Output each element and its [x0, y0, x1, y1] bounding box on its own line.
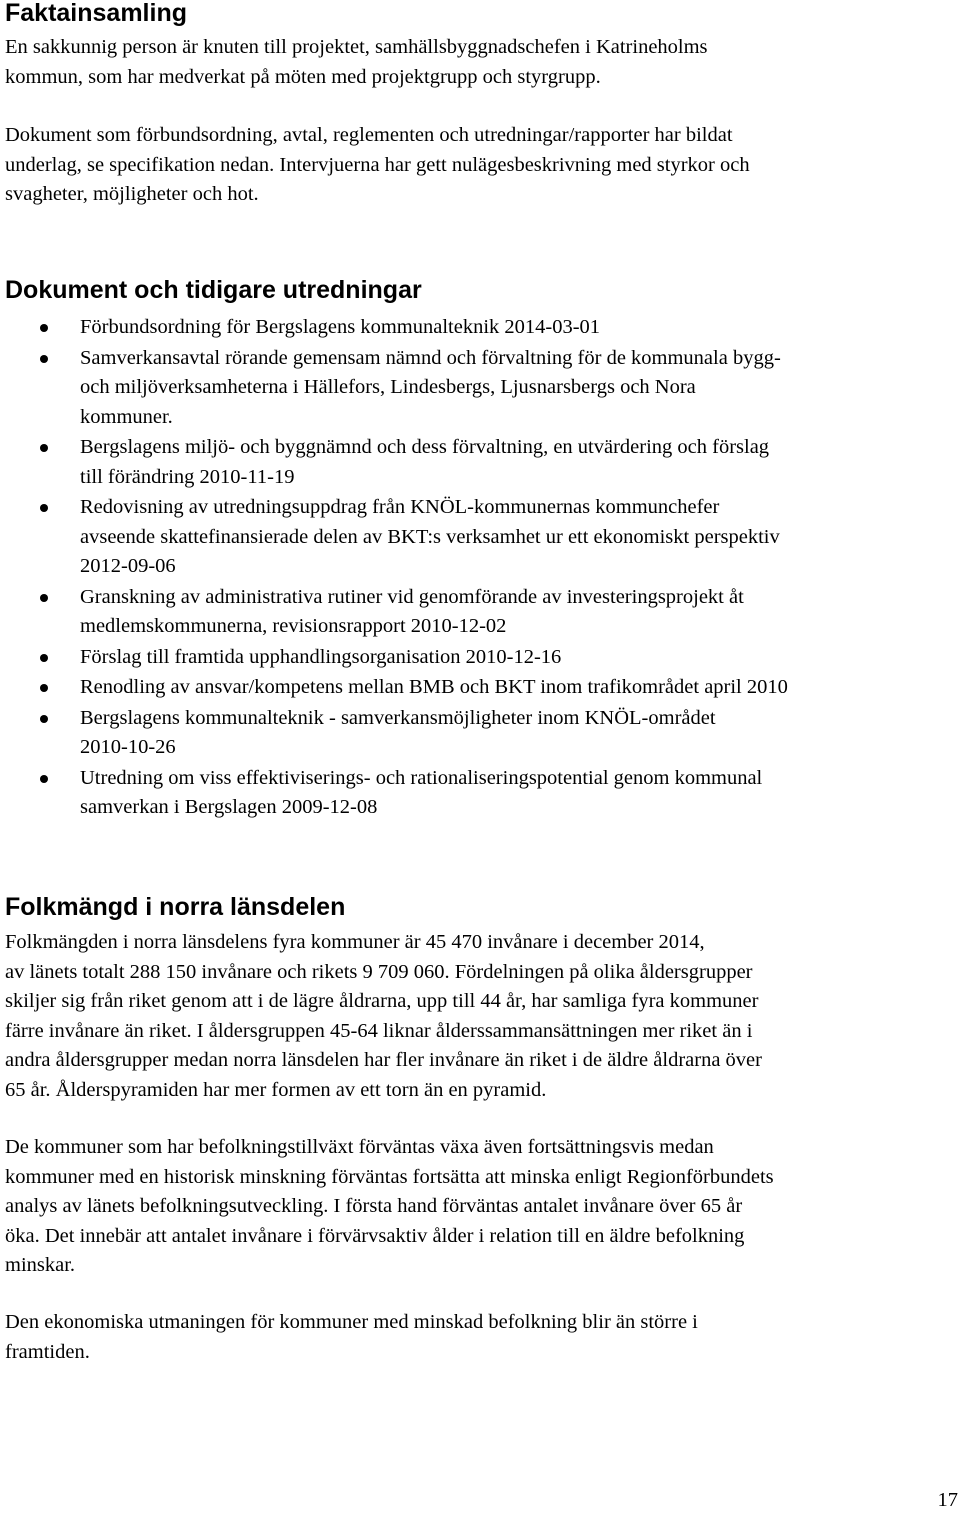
bullet-icon: [40, 594, 48, 602]
bullet-icon: [40, 775, 48, 783]
paragraph-faktainsamling-2: [5, 121, 957, 210]
text-line: skiljer sig från riket genom att i de lägre åldrarna, upp till 44 år, har samliga fyra kommuner: [5, 990, 759, 1012]
paragraph-folkmangd-3: [5, 1308, 957, 1367]
text-line: och miljöverksamheterna i Hällefors, Lindesbergs, Ljusnarsbergs och Nora: [80, 376, 696, 398]
text-line: Dokument som förbundsordning, avtal, reglementen och utredningar/rapporter har bildat: [5, 124, 733, 146]
text-line: Redovisning av utredningsuppdrag från KNÖL-kommunernas kommunchefer: [80, 496, 720, 518]
text-line: samverkan i Bergslagen 2009-12-08: [80, 796, 378, 818]
document-list: [0, 313, 960, 824]
text-line: De kommuner som har befolkningstillväxt förväntas växa även fortsättningsvis medan: [5, 1136, 714, 1158]
text-line: Utredning om viss effektiviserings- och rationaliseringspotential genom kommunal: [80, 766, 763, 789]
text-line: andra åldersgrupper medan norra länsdelen har fler invånare än riket i de äldre åldrarna över: [5, 1049, 762, 1071]
list-item: [0, 433, 960, 492]
text-line: medlemskommunerna, revisionsrapport 2010-12-02: [80, 615, 507, 637]
text-line: Förbundsordning för Bergslagens kommunalteknik 2014-03-01: [80, 316, 601, 338]
bullet-icon: [40, 684, 48, 692]
bullet-icon: [40, 715, 48, 723]
list-item: [0, 313, 960, 343]
text-line: avseende skattefinansierade delen av BKT:s verksamhet ur ett ekonomiskt perspektiv: [80, 525, 780, 548]
text-line: av länets totalt 288 150 invånare och rikets 9 709 060. Fördelningen på olika åldersgrupper: [5, 960, 753, 983]
text-line: En sakkunnig person är knuten till projektet, samhällsbyggnadschefen i Katrineholms: [5, 36, 708, 58]
text-line: Samverkansavtal rörande gemensam nämnd och förvaltning för de kommunala bygg-: [80, 346, 781, 369]
text-line: Granskning av administrativa rutiner vid genomförande av investeringsprojekt åt: [80, 585, 744, 608]
text-line: analys av länets befolkningsutveckling. I första hand förväntas antalet invånare över 65 år: [5, 1195, 743, 1217]
bullet-icon: [40, 324, 48, 332]
text-line: Förslag till framtida upphandlingsorganisation 2010-12-16: [80, 645, 562, 668]
list-item: [0, 673, 960, 703]
heading-dokument: Dokument och tidigare utredningar: [5, 276, 422, 304]
text-line: kommuner med en historisk minskning förväntas fortsätta att minska enligt Regionförbundets: [5, 1165, 774, 1188]
text-line: svagheter, möjligheter och hot.: [5, 183, 259, 205]
text-line: Den ekonomiska utmaningen för kommuner med minskad befolkning blir än större i: [5, 1311, 698, 1333]
text-line: 65 år. Ålderspyramiden har mer formen av ett torn än en pyramid.: [5, 1078, 547, 1101]
list-item: [0, 493, 960, 582]
list-item: [0, 344, 960, 433]
heading-faktainsamling: Faktainsamling: [5, 0, 187, 27]
text-line: 2012-09-06: [80, 555, 176, 577]
text-line: öka. Det innebär att antalet invånare i förvärvsaktiv ålder i relation till en äldre befolkning: [5, 1224, 745, 1247]
text-line: Bergslagens kommunalteknik - samverkansmöjligheter inom KNÖL-området: [80, 706, 716, 729]
text-line: kommun, som har medverkat på möten med projektgrupp och styrgrupp.: [5, 65, 601, 88]
list-item: [0, 764, 960, 823]
text-line: underlag, se specifikation nedan. Intervjuerna har gett nulägesbeskrivning med styrkor och: [5, 153, 750, 176]
paragraph-folkmangd-1: [5, 928, 957, 1105]
list-item: [0, 643, 960, 673]
page-number: 17: [937, 1489, 958, 1511]
text-line: Folkmängden i norra länsdelens fyra kommuner är 45 470 invånare i december 2014,: [5, 931, 705, 953]
text-line: kommuner.: [80, 405, 173, 428]
list-item: [0, 583, 960, 642]
bullet-icon: [40, 504, 48, 512]
bullet-icon: [40, 355, 48, 363]
text-line: färre invånare än riket. I åldersgruppen 45-64 liknar ålderssammansättningen mer riket än i: [5, 1019, 753, 1042]
bullet-icon: [40, 654, 48, 662]
paragraph-folkmangd-2: [5, 1133, 957, 1281]
text-line: framtiden.: [5, 1340, 90, 1363]
bullet-icon: [40, 444, 48, 452]
heading-folkmangd: Folkmängd i norra länsdelen: [5, 893, 346, 921]
text-line: 2010-10-26: [80, 736, 176, 758]
text-line: till förändring 2010-11-19: [80, 465, 295, 488]
paragraph-faktainsamling-1: [5, 33, 957, 92]
text-line: Renodling av ansvar/kompetens mellan BMB och BKT inom trafikområdet april 2010: [80, 676, 788, 698]
text-line: Bergslagens miljö- och byggnämnd och dess förvaltning, en utvärdering och förslag: [80, 436, 770, 458]
text-line: minskar.: [5, 1254, 76, 1276]
list-item: [0, 704, 960, 763]
